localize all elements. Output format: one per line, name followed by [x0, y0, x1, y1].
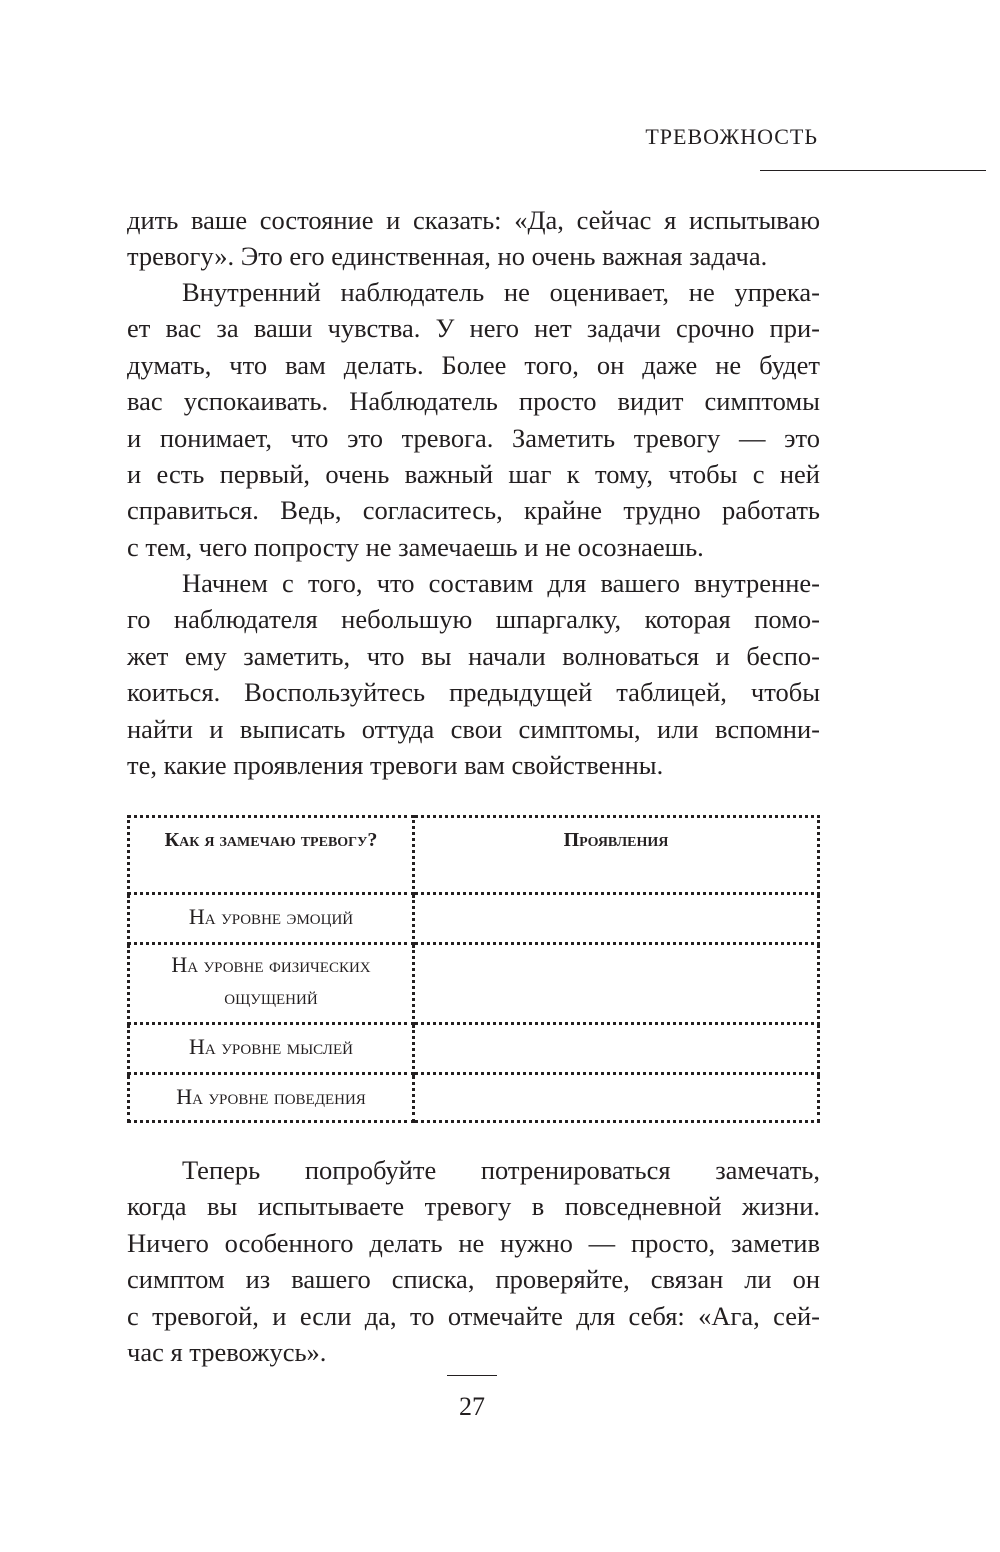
table-row — [129, 1074, 819, 1122]
table-header-cell: Проявления — [414, 817, 819, 894]
text-line: тревогу». Это его единственная, но очень важная задача. — [127, 241, 768, 272]
text-line: Ничего особенного делать не нужно — просто, заметив — [127, 1227, 820, 1258]
table-cell-manifestation — [414, 894, 819, 944]
text-line: думать, что вам делать. Более того, он даже не будет — [127, 349, 820, 380]
text-line: те, какие проявления тревоги вам свойственны. — [127, 749, 664, 780]
table-cell-level: На уровне мыслей — [129, 1024, 414, 1074]
symptoms-table — [127, 815, 820, 1123]
text-line: с тем, чего попросту не замечаешь и не осознаешь. — [127, 531, 704, 562]
table-header-row — [129, 817, 819, 894]
table-cell-level: На уровне эмоций — [129, 894, 414, 944]
text-line: вас успокаивать. Наблюдатель просто видит симптомы — [127, 386, 820, 417]
text-line: когда вы испытываете тревогу в повседневной жизни. — [127, 1191, 820, 1222]
page-number: 27 — [459, 1392, 485, 1421]
text-line: с тревогой, и если да, то отмечайте для себя: «Ага, сей- — [127, 1300, 820, 1331]
table-row — [129, 1024, 819, 1074]
table-row — [129, 944, 819, 1024]
text-line: го наблюдателя небольшую шпаргалку, которая помо- — [127, 604, 820, 635]
running-head: ТРЕВОЖНОСТЬ — [645, 124, 818, 149]
text-line: симптом из вашего списка, проверяйте, связан ли он — [127, 1264, 820, 1295]
table-row — [129, 894, 819, 944]
text-line: час я тревожусь». — [127, 1336, 327, 1367]
text-line: найти и выписать оттуда свои симптомы, или вспомни- — [127, 713, 820, 744]
table-cell-manifestation — [414, 1024, 819, 1074]
paragraph — [127, 202, 820, 275]
text-line: и понимает, что это тревога. Заметить тревогу — это — [127, 422, 820, 453]
header-rule — [760, 170, 986, 171]
text-line: Начнем с того, что составим для вашего внутренне- — [182, 568, 820, 598]
paragraph — [127, 1152, 820, 1370]
table-cell-level: На уровне физических ощущений — [129, 944, 414, 1024]
text-line: Внутренний наблюдатель не оценивает, не упрека- — [182, 277, 820, 307]
text-line: жет ему заметить, что вы начали волноваться и беспо- — [127, 640, 820, 671]
table-cell-manifestation — [414, 944, 819, 1024]
text-line: ет вас за ваши чувства. У него нет задачи срочно при- — [127, 313, 820, 344]
paragraph — [127, 565, 820, 783]
table-cell-level: На уровне поведения — [129, 1074, 414, 1122]
text-line: дить ваше состояние и сказать: «Да, сейчас я испытываю — [127, 205, 820, 235]
text-line: Теперь попробуйте потренироваться замечать, — [182, 1155, 820, 1185]
paragraph — [127, 274, 820, 565]
text-line: и есть первый, очень важный шаг к тому, чтобы с ней — [127, 458, 820, 489]
table-header-cell: Как я замечаю тревогу? — [129, 817, 414, 894]
page-number-rule — [447, 1375, 497, 1376]
text-line: коиться. Воспользуйтесь предыдущей таблицей, чтобы — [127, 677, 820, 708]
text-line: справиться. Ведь, согласитесь, крайне трудно работать — [127, 495, 820, 526]
table-cell-manifestation — [414, 1074, 819, 1122]
